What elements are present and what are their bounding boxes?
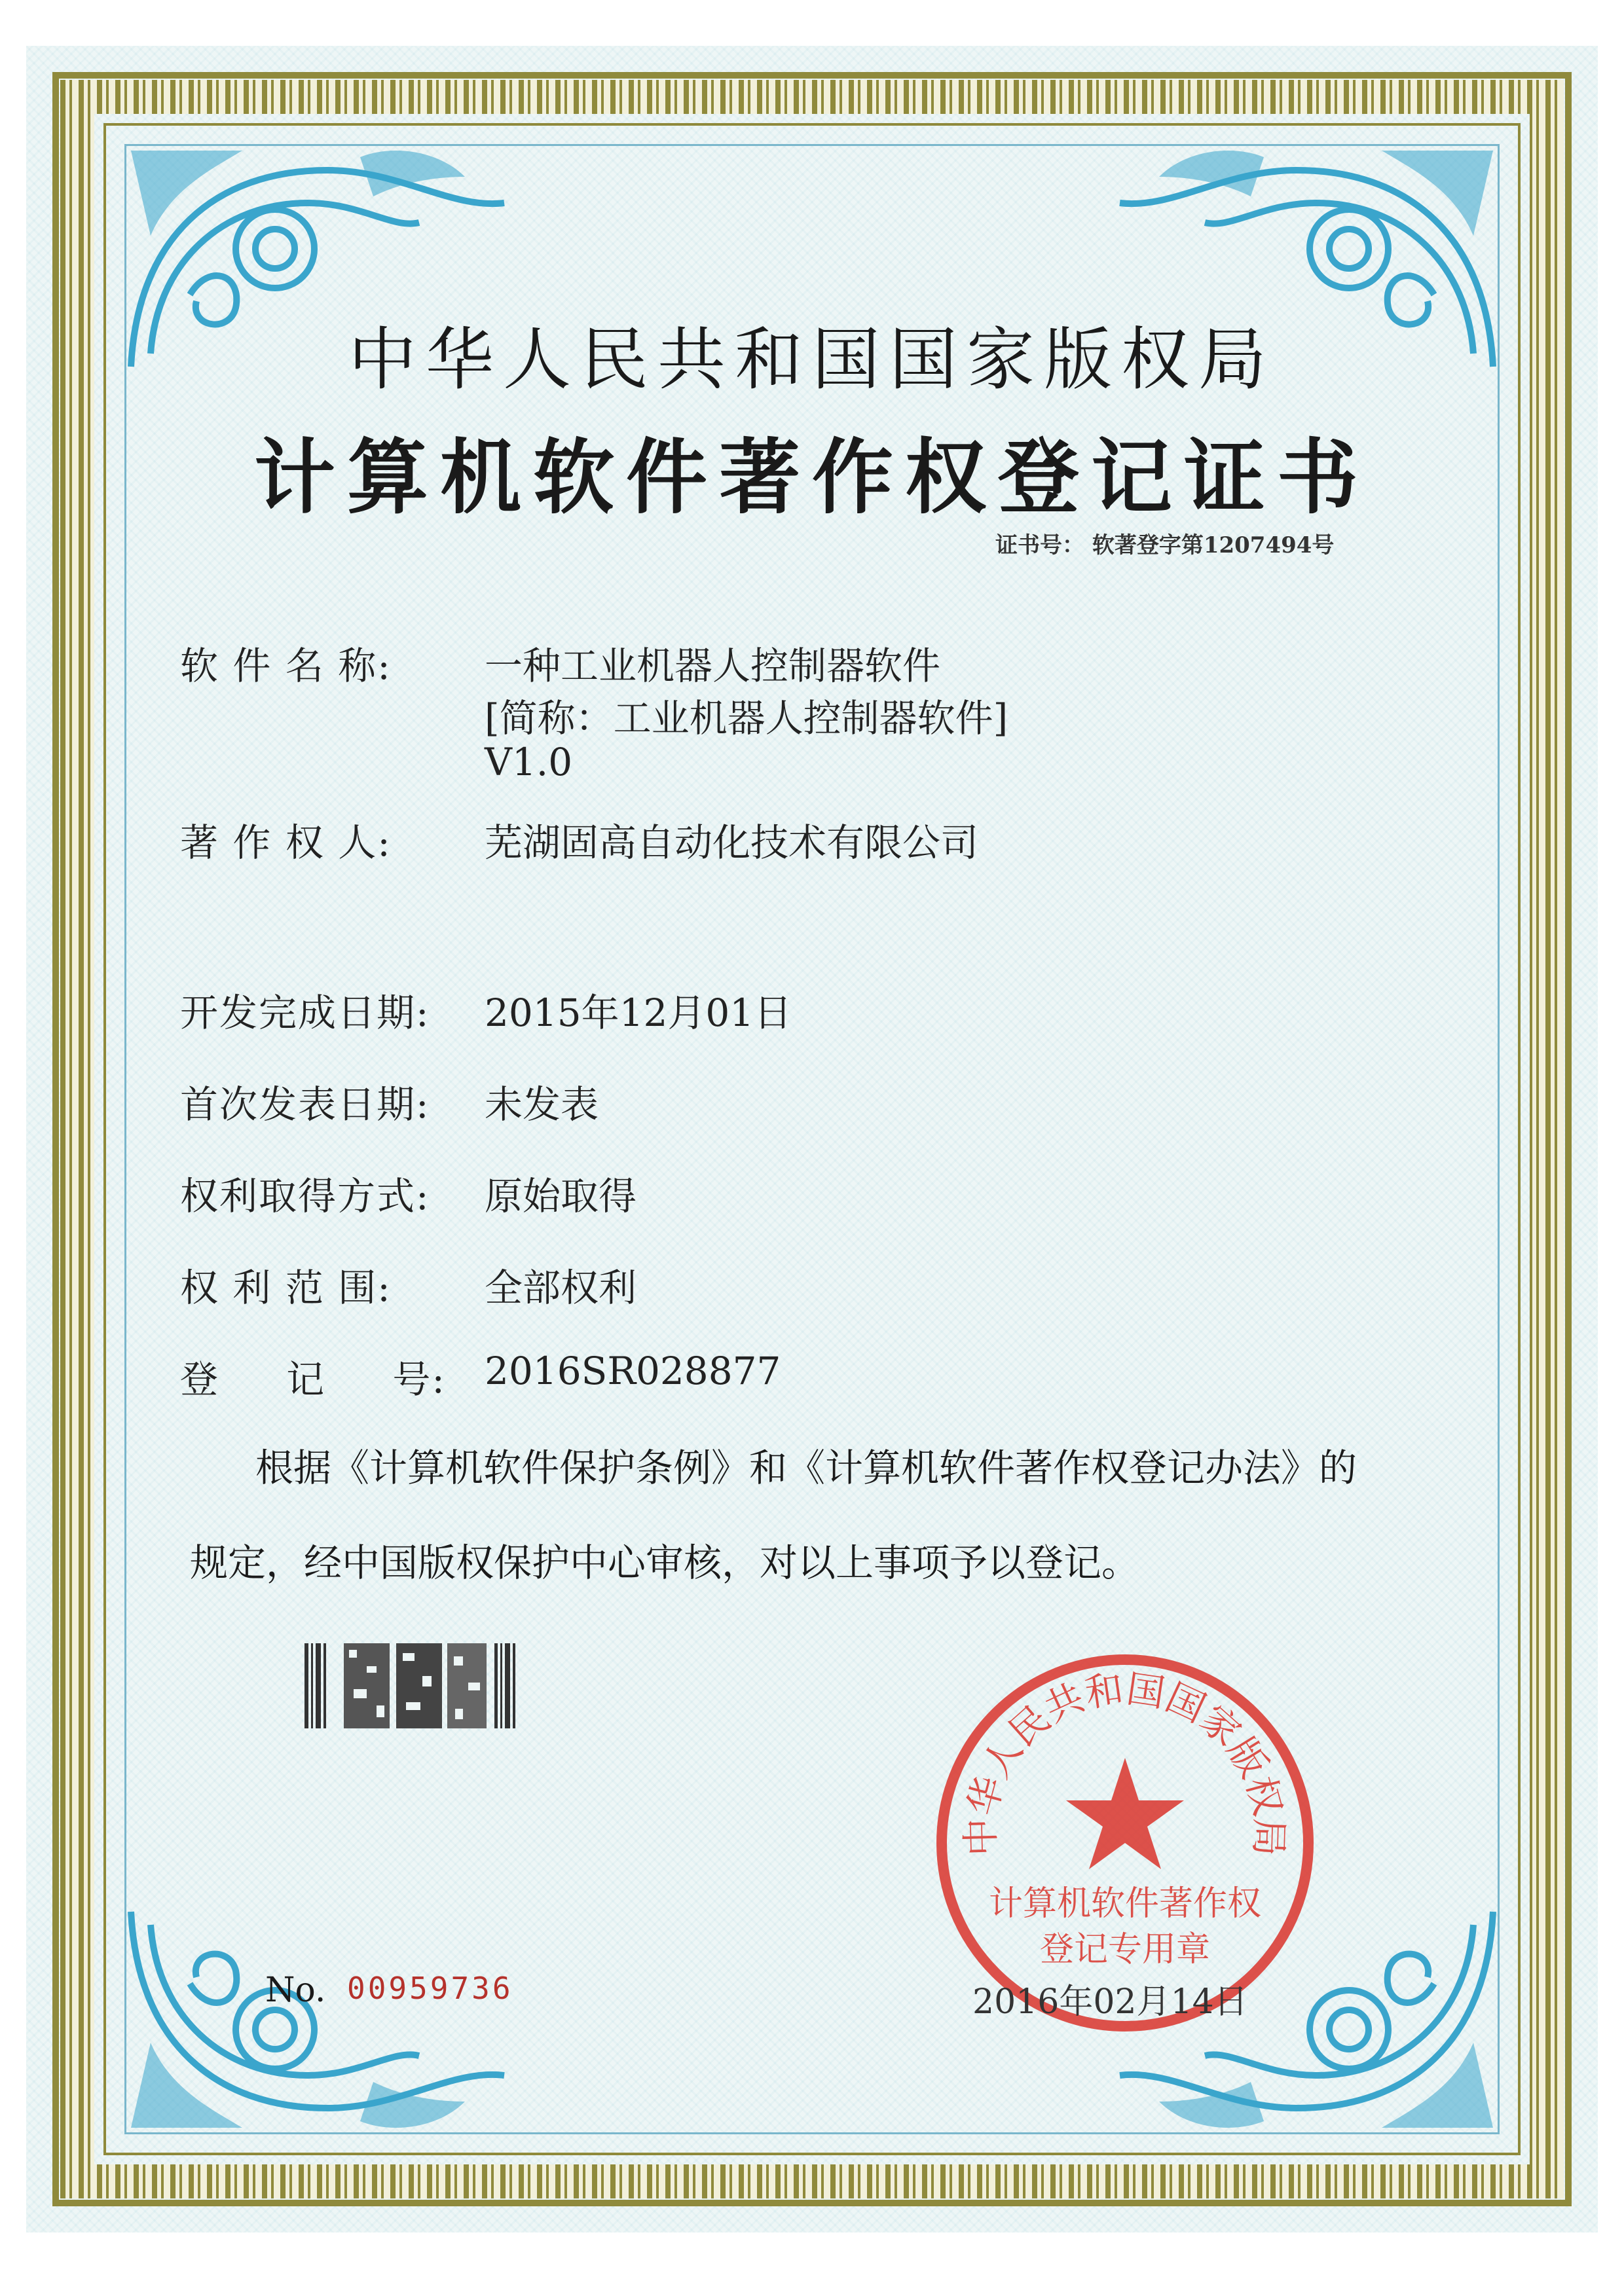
issuing-authority: 中华人民共和国国家版权局: [348, 319, 1276, 399]
field-value-completion-date: 2015年12月01日: [485, 991, 792, 1035]
field-value-software-name: 一种工业机器人控制器软件: [485, 644, 941, 688]
field-label-copyright-owner: 著 作 权 人:: [180, 820, 392, 865]
certificate-number: 证书号： 软著登字第1207494号: [995, 532, 1335, 558]
field-label-software-name: 软 件 名 称:: [180, 644, 392, 688]
barcode: [304, 1643, 521, 1728]
seal-outer-text: 中华人民共和国国家版权局: [958, 1666, 1292, 1857]
field-value-copyright-owner: 芜湖固高自动化技术有限公司: [485, 820, 979, 865]
field-label-first-publication: 首次发表日期:: [180, 1082, 430, 1127]
certificate-title: 计算机软件著作权登记证书: [253, 430, 1370, 525]
field-value-first-publication: 未发表: [485, 1082, 599, 1127]
field-label-registration-number: 登 记 号:: [180, 1357, 446, 1402]
field-value-software-shortname: [简称：工业机器人控制器软件]: [485, 696, 1008, 740]
issue-date: 2016年02月14日: [972, 1982, 1248, 2022]
corner-ornament-bottom-left: [111, 1886, 530, 2147]
field-label-acquisition-method: 权利取得方式:: [180, 1174, 430, 1218]
statement-line-1: 根据《计算机软件保护条例》和《计算机软件著作权登记办法》的: [255, 1446, 1357, 1490]
statement-line-2: 规定，经中国版权保护中心审核，对以上事项予以登记。: [190, 1540, 1140, 1585]
field-label-completion-date: 开发完成日期:: [180, 991, 430, 1035]
serial-label: No.: [265, 1971, 326, 2010]
field-value-registration-number: 2016SR028877: [485, 1349, 781, 1393]
seal-inner-line-2: 登记专用章: [1039, 1930, 1211, 1969]
field-value-rights-scope: 全部权利: [485, 1266, 637, 1310]
serial-number: 00959736: [347, 1971, 513, 2006]
star-icon: [1066, 1758, 1184, 1869]
field-value-software-version: V1.0: [485, 740, 573, 784]
certificate: [26, 46, 1598, 2232]
field-value-acquisition-method: 原始取得: [485, 1174, 637, 1218]
seal-inner-line-1: 计算机软件著作权: [988, 1884, 1262, 1923]
field-label-rights-scope: 权 利 范 围:: [180, 1266, 392, 1310]
